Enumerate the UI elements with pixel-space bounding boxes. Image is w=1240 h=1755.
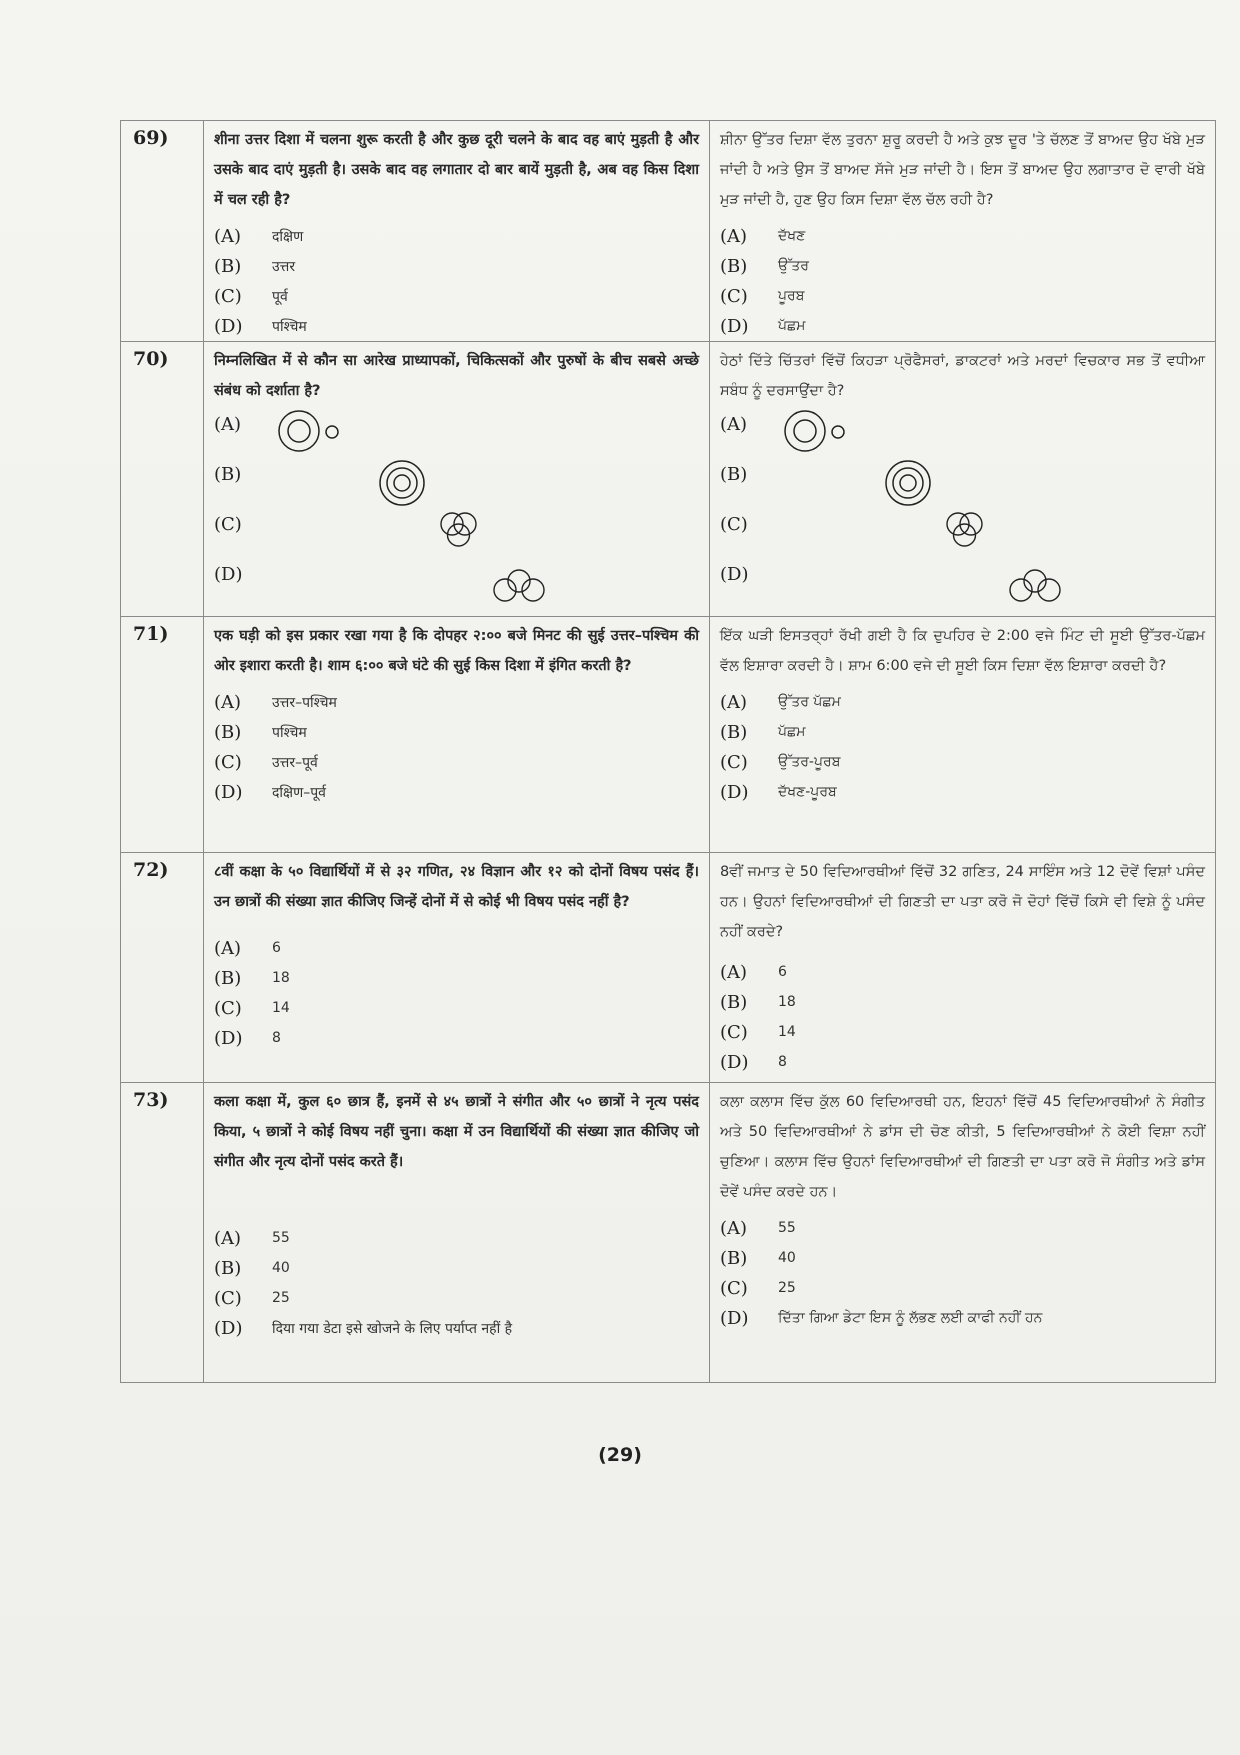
question-text-hindi: ८वीं कक्षा के ५० विद्यार्थियों में से ३२ गणित, २४ विज्ञान और १२ को दोनों विषय पसंद हैं। उन छात्रों की संख्या ज्ञात कीजिए जिन्हें दोनों में से कोई भी विषय पसंद नहीं है?: [214, 864, 699, 910]
option: (B) 18: [720, 991, 796, 1013]
option: (B) 40: [214, 1257, 290, 1279]
question-number: 72): [121, 853, 204, 1083]
option: (A) 55: [214, 1227, 290, 1249]
option: (C) 25: [214, 1287, 290, 1309]
option: (D) ਦੱਖਣ-ਪੂਰਬ: [720, 781, 837, 803]
two-overlapping-one-touching-circles-icon: [489, 556, 549, 606]
question-number: 73): [121, 1083, 204, 1383]
option: (D): [720, 556, 1205, 606]
option: (D) ਦਿੱਤਾ ਗਿਆ ਡੇਟਾ ਇਸ ਨੂੰ ਲੱਭਣ ਲਈ ਕਾਫੀ ਨਹੀਂ ਹਨ: [720, 1307, 1043, 1329]
question-row: [121, 342, 1216, 617]
question-row: [121, 121, 1216, 342]
concentric-circles-with-separate-circle-icon: [780, 406, 870, 456]
concentric-circles-with-separate-circle-icon: [274, 406, 364, 456]
question-table: [120, 120, 1216, 1383]
question-text-hindi: एक घड़ी को इस प्रकार रखा गया है कि दोपहर २:०० बजे मिनट की सुई उत्तर–पश्चिम की ओर इशारा करती है। शाम ६:०० बजे घंटे की सुई किस दिशा में इंगित करती है?: [214, 628, 699, 674]
option: (B) पश्चिम: [214, 721, 307, 743]
option: (D) ਪੱਛਮ: [720, 315, 806, 337]
question-text-hindi: कला कक्षा में, कुल ६० छात्र हैं, इनमें से ४५ छात्रों ने संगीत और ५० छात्रों ने नृत्य पसंद किया, ५ छात्रों ने कोई विषय नहीं चुना। कक्षा में उन विद्यार्थियों की संख्या ज्ञात कीजिए जो संगीत और नृत्य दोनों पसंद करते हैं।: [214, 1094, 699, 1170]
option: (A) ਦੱਖਣ: [720, 225, 806, 247]
option: (B): [720, 456, 1205, 506]
option: (B) 18: [214, 967, 290, 989]
option: (D) 8: [720, 1051, 787, 1073]
option: (C): [720, 506, 1205, 556]
question-text-punjabi: ਸ਼ੀਨਾ ਉੱਤਰ ਦਿਸ਼ਾ ਵੱਲ ਤੁਰਨਾ ਸ਼ੁਰੂ ਕਰਦੀ ਹੈ ਅਤੇ ਕੁਝ ਦੂਰ 'ਤੇ ਚੱਲਣ ਤੋਂ ਬਾਅਦ ਉਹ ਖੱਬੇ ਮੁੜ ਜਾਂਦੀ ਹੈ ਅਤੇ ਉਸ ਤੋਂ ਬਾਅਦ ਸੱਜੇ ਮੁੜ ਜਾਂਦੀ ਹੈ। ਇਸ ਤੋਂ ਬਾਅਦ ਉਹ ਲਗਾਤਾਰ ਦੋ ਵਾਰੀ ਖੱਬੇ ਮੁੜ ਜਾਂਦੀ ਹੈ, ਹੁਣ ਉਹ ਕਿਸ ਦਿਸ਼ਾ ਵੱਲ ਚੱਲ ਰਹੀ ਹੈ?: [720, 132, 1205, 208]
page-number: (29): [598, 1444, 642, 1466]
option: (C) 14: [720, 1021, 796, 1043]
question-text-punjabi: 8ਵੀਂ ਜਮਾਤ ਦੇ 50 ਵਿਦਿਆਰਥੀਆਂ ਵਿੱਚੋਂ 32 ਗਣਿਤ, 24 ਸਾਇੰਸ ਅਤੇ 12 ਦੋਵੇਂ ਵਿਸ਼ਾਂ ਪਸੰਦ ਹਨ। ਉਹਨਾਂ ਵਿਦਿਆਰਥੀਆਂ ਦੀ ਗਿਣਤੀ ਦਾ ਪਤਾ ਕਰੋ ਜੋ ਦੋਹਾਂ ਵਿੱਚੋਂ ਕਿਸੇ ਵੀ ਵਿਸ਼ੇ ਨੂੰ ਪਸੰਦ ਨਹੀਂ ਕਰਦੇ?: [720, 864, 1205, 940]
three-concentric-circles-icon: [880, 456, 940, 510]
three-overlapping-circles-icon: [434, 506, 484, 556]
question-number: 71): [121, 617, 204, 853]
three-overlapping-circles-icon: [940, 506, 990, 556]
question-row: [121, 853, 1216, 1083]
question-text-hindi: निम्नलिखित में से कौन सा आरेख प्राध्यापकों, चिकित्सकों और पुरुषों के बीच सबसे अच्छे संबंध को दर्शाता है?: [214, 353, 699, 399]
option: (D) दक्षिण–पूर्व: [214, 781, 326, 803]
option: (A) दक्षिण: [214, 225, 304, 247]
option: (B) ਪੱਛਮ: [720, 721, 806, 743]
question-number: 69): [121, 121, 204, 342]
option: (C) ਉੱਤਰ-ਪੂਰਬ: [720, 751, 841, 773]
question-row: [121, 1083, 1216, 1383]
question-text-punjabi: ਇੱਕ ਘੜੀ ਇਸਤਰ੍ਹਾਂ ਰੱਖੀ ਗਈ ਹੈ ਕਿ ਦੁਪਹਿਰ ਦੇ 2:00 ਵਜੇ ਮਿੰਟ ਦੀ ਸੂਈ ਉੱਤਰ-ਪੱਛਮ ਵੱਲ ਇਸ਼ਾਰਾ ਕਰਦੀ ਹੈ। ਸ਼ਾਮ 6:00 ਵਜੇ ਦੀ ਸੂਈ ਕਿਸ ਦਿਸ਼ਾ ਵੱਲ ਇਸ਼ਾਰਾ ਕਰਦੀ ਹੈ?: [720, 628, 1205, 674]
option: (C) पूर्व: [214, 285, 288, 307]
option: (C) उत्तर–पूर्व: [214, 751, 318, 773]
option: (A) उत्तर–पश्चिम: [214, 691, 337, 713]
option: (B): [214, 456, 699, 506]
option: (A): [214, 406, 699, 456]
option: (A) 6: [214, 937, 281, 959]
option: (C) 25: [720, 1277, 796, 1299]
option: (A): [720, 406, 1205, 456]
two-overlapping-one-touching-circles-icon: [1005, 556, 1065, 606]
three-concentric-circles-icon: [374, 456, 434, 510]
question-text-punjabi: ਕਲਾ ਕਲਾਸ ਵਿੱਚ ਕੁੱਲ 60 ਵਿਦਿਆਰਥੀ ਹਨ, ਇਹਨਾਂ ਵਿੱਚੋਂ 45 ਵਿਦਿਆਰਥੀਆਂ ਨੇ ਸੰਗੀਤ ਅਤੇ 50 ਵਿਦਿਆਰਥੀਆਂ ਨੇ ਡਾਂਸ ਦੀ ਚੋਣ ਕੀਤੀ, 5 ਵਿਦਿਆਰਥੀਆਂ ਨੇ ਕੋਈ ਵਿਸ਼ਾ ਨਹੀਂ ਚੁਣਿਆ। ਕਲਾਸ ਵਿੱਚ ਉਹਨਾਂ ਵਿਦਿਆਰਥੀਆਂ ਦੀ ਗਿਣਤੀ ਦਾ ਪਤਾ ਕਰੋ ਜੋ ਸੰਗੀਤ ਅਤੇ ਡਾਂਸ ਦੋਵੇਂ ਪਸੰਦ ਕਰਦੇ ਹਨ।: [720, 1094, 1205, 1200]
question-row: [121, 617, 1216, 853]
option: (D) पश्चिम: [214, 315, 307, 337]
option: (D) 8: [214, 1027, 281, 1049]
option: (B) उत्तर: [214, 255, 296, 277]
option: (A) 6: [720, 961, 787, 983]
question-number: 70): [121, 342, 204, 617]
option: (C): [214, 506, 699, 556]
option: (B) 40: [720, 1247, 796, 1269]
option: (D): [214, 556, 699, 606]
option: (A) 55: [720, 1217, 796, 1239]
question-text-hindi: शीना उत्तर दिशा में चलना शुरू करती है और कुछ दूरी चलने के बाद वह बाएं मुड़ती है और उसके बाद दाएं मुड़ती है। उसके बाद वह लगातार दो बार बायें मुड़ती है, अब वह किस दिशा में चल रही है?: [214, 132, 699, 208]
question-text-punjabi: ਹੇਠਾਂ ਦਿੱਤੇ ਚਿੱਤਰਾਂ ਵਿੱਚੋਂ ਕਿਹੜਾ ਪ੍ਰੋਫੈਸਰਾਂ, ਡਾਕਟਰਾਂ ਅਤੇ ਮਰਦਾਂ ਵਿਚਕਾਰ ਸਭ ਤੋਂ ਵਧੀਆ ਸਬੰਧ ਨੂੰ ਦਰਸਾਉਂਦਾ ਹੈ?: [720, 353, 1205, 399]
option: (D) दिया गया डेटा इसे खोजने के लिए पर्याप्त नहीं है: [214, 1317, 513, 1339]
option: (C) 14: [214, 997, 290, 1019]
option: (B) ਉੱਤਰ: [720, 255, 809, 277]
option: (A) ਉੱਤਰ ਪੱਛਮ: [720, 691, 841, 713]
option: (C) ਪੂਰਬ: [720, 285, 805, 307]
